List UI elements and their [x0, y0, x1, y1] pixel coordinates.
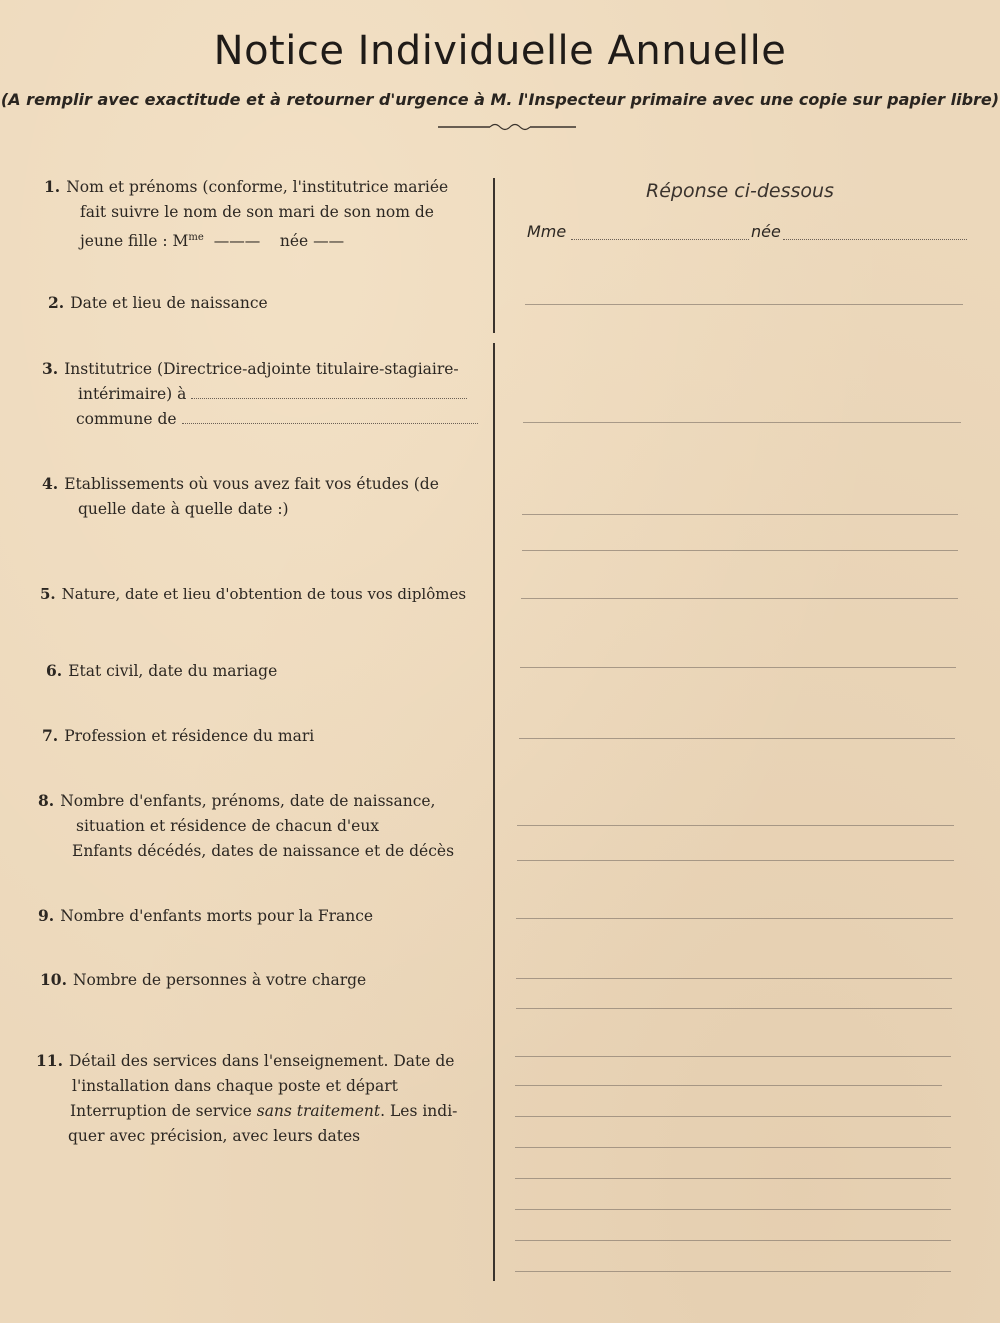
question-text: situation et résidence de chacun d'eux [76, 817, 380, 835]
question-number: 9. [38, 906, 55, 925]
question-text: Nombre de personnes à votre charge [72, 971, 367, 989]
question-text: Nombre d'enfants morts pour la France [60, 907, 374, 925]
answer-line[interactable] [517, 860, 954, 861]
answer-line[interactable] [519, 738, 955, 739]
question-11 [36, 1048, 468, 1149]
answer-line[interactable] [521, 598, 958, 599]
question-number: 3. [42, 359, 59, 378]
question-text: Profession et résidence du mari [64, 727, 315, 745]
answer-line[interactable] [522, 514, 958, 515]
answer-line[interactable] [515, 1116, 951, 1117]
answer-line[interactable] [515, 1271, 951, 1272]
answer-line[interactable] [516, 978, 952, 979]
answer-line[interactable] [520, 667, 956, 668]
question-number: 10. [40, 970, 67, 989]
answer-line[interactable] [515, 1240, 951, 1241]
question-6 [46, 658, 476, 684]
question-number: 6. [46, 661, 63, 680]
answer-mme-line[interactable] [571, 239, 749, 240]
question-text: me [188, 232, 204, 243]
nee-label: née [751, 222, 781, 241]
answer-line[interactable] [515, 1056, 951, 1057]
answers-heading: Réponse ci-dessous [646, 180, 834, 202]
question-text: fait suivre le nom de son mari de son nom de [80, 203, 434, 221]
question-3 [42, 356, 480, 432]
question-text: commune de [76, 410, 177, 428]
question-number: 8. [38, 791, 55, 810]
question-number: 4. [42, 474, 59, 493]
question-text: sans traitement [256, 1102, 381, 1120]
question-text: jeune fille : M [80, 232, 189, 251]
question-text: quer avec précision, avec leurs dates [68, 1127, 361, 1145]
question-text: ——— [213, 232, 261, 251]
answer-nee-line[interactable] [783, 239, 967, 240]
answer-line[interactable] [516, 1008, 952, 1009]
question-text: quelle date à quelle date :) [78, 500, 289, 518]
answer-line[interactable] [525, 304, 963, 305]
question-number: 5. [40, 585, 56, 603]
answer-line[interactable] [515, 1147, 951, 1148]
question-text: née —— [279, 232, 345, 251]
answer-line[interactable] [515, 1209, 951, 1210]
answer-line[interactable] [517, 825, 954, 826]
question-number: 1. [44, 177, 61, 196]
question-2 [48, 290, 478, 316]
question-4 [42, 471, 478, 522]
answer-name-row[interactable] [527, 222, 967, 246]
question-text: Enfants décédés, dates de naissance et de décès [72, 842, 455, 860]
form-title: Notice Individuelle Annuelle [213, 28, 787, 74]
question-1 [44, 174, 480, 254]
answer-line[interactable] [523, 422, 961, 423]
question-5 [40, 582, 480, 607]
answer-line[interactable] [522, 550, 958, 551]
question-text: Nature, date et lieu d'obtention de tous vos diplômes [61, 585, 467, 603]
question-text: Nombre d'enfants, prénoms, date de naissance, [60, 792, 436, 810]
question-text: Nom et prénoms (conforme, l'institutrice mariée [66, 178, 449, 196]
ornament-divider [438, 121, 576, 133]
question-text: Etat civil, date du mariage [68, 662, 278, 680]
mme-label: Mme [527, 222, 567, 241]
question-text: Interruption de service [70, 1102, 252, 1120]
question-text: Institutrice (Directrice-adjointe titulaire-stagiaire- [64, 360, 459, 378]
question-text: intérimaire) à [78, 385, 187, 403]
question-text: Date et lieu de naissance [70, 294, 268, 312]
inline-fill-line[interactable] [191, 397, 467, 399]
question-8 [38, 788, 474, 864]
form-subtitle: (A remplir avec exactitude et à retourner d'urgence à M. l'Inspecteur primaire avec une copie sur papier libre) [0, 90, 1000, 109]
question-10 [40, 967, 470, 993]
question-number: 11. [36, 1051, 63, 1070]
question-9 [38, 903, 468, 929]
question-number: 7. [42, 726, 59, 745]
column-divider [493, 178, 495, 333]
answer-line[interactable] [515, 1085, 942, 1086]
question-7 [42, 723, 472, 749]
question-number: 2. [48, 293, 65, 312]
answer-line[interactable] [515, 1178, 951, 1179]
question-text: . Les indi- [380, 1102, 458, 1120]
question-text: l'installation dans chaque poste et départ [72, 1077, 398, 1095]
inline-fill-line[interactable] [182, 422, 478, 424]
column-divider [493, 343, 495, 1281]
question-text: Etablissements où vous avez fait vos études (de [64, 475, 439, 493]
answer-line[interactable] [516, 918, 953, 919]
question-text: Détail des services dans l'enseignement. Date de [68, 1052, 455, 1070]
